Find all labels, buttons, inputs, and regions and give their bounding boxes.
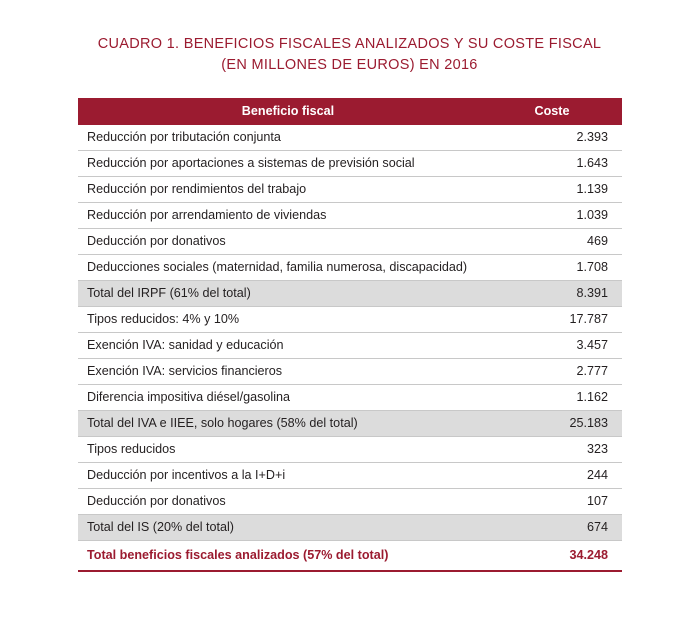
row-label: Tipos reducidos: 4% y 10% [78, 307, 488, 333]
row-value: 3.457 [488, 333, 622, 359]
table-row [78, 437, 622, 463]
row-value: 25.183 [488, 411, 622, 437]
row-label: Deducción por donativos [78, 229, 488, 255]
table-row [78, 177, 622, 203]
table-row [78, 463, 622, 489]
row-value: 2.393 [488, 125, 622, 151]
table-row-subtotal [78, 411, 622, 437]
table-row-subtotal [78, 281, 622, 307]
row-label: Reducción por aportaciones a sistemas de previsión social [78, 151, 488, 177]
column-header-concept: Beneficio fiscal [78, 98, 488, 125]
row-label: Deducciones sociales (maternidad, familia numerosa, discapacidad) [78, 255, 488, 281]
table-row [78, 333, 622, 359]
table-header [78, 98, 622, 125]
row-value: 1.162 [488, 385, 622, 411]
row-label: Diferencia impositiva diésel/gasolina [78, 385, 488, 411]
row-label: Exención IVA: sanidad y educación [78, 333, 488, 359]
row-value: 8.391 [488, 281, 622, 307]
row-value: 469 [488, 229, 622, 255]
table-row [78, 359, 622, 385]
table-row-grand-total [78, 541, 622, 571]
row-value: 1.039 [488, 203, 622, 229]
row-value: 1.643 [488, 151, 622, 177]
table-row [78, 307, 622, 333]
table-row [78, 203, 622, 229]
row-value: 2.777 [488, 359, 622, 385]
row-value: 674 [488, 515, 622, 541]
row-label: Exención IVA: servicios financieros [78, 359, 488, 385]
row-label: Total del IS (20% del total) [78, 515, 488, 541]
table-body [78, 125, 622, 570]
document-page [0, 34, 699, 620]
row-label: Tipos reducidos [78, 437, 488, 463]
table-row-subtotal [78, 515, 622, 541]
table-row [78, 229, 622, 255]
row-value: 107 [488, 489, 622, 515]
table-row [78, 489, 622, 515]
table-row [78, 255, 622, 281]
row-value: 34.248 [488, 541, 622, 571]
row-value: 244 [488, 463, 622, 489]
row-label: Total del IVA e IIEE, solo hogares (58% del total) [78, 411, 488, 437]
row-value: 17.787 [488, 307, 622, 333]
row-label: Reducción por tributación conjunta [78, 125, 488, 151]
row-label: Total beneficios fiscales analizados (57% del total) [78, 541, 488, 571]
row-value: 1.139 [488, 177, 622, 203]
fiscal-benefits-table [78, 98, 622, 570]
row-label: Deducción por donativos [78, 489, 488, 515]
row-value: 1.708 [488, 255, 622, 281]
row-label: Deducción por incentivos a la I+D+i [78, 463, 488, 489]
caption-number: CUADRO 1. [97, 36, 180, 52]
table-row [78, 151, 622, 177]
row-label: Total del IRPF (61% del total) [78, 281, 488, 307]
table-row [78, 125, 622, 151]
caption-title-line1: BENEFICIOS FISCALES ANALIZADOS Y SU COSTE FISCAL [183, 36, 602, 52]
caption-title-line2: (EN MILLONES DE EUROS) EN 2016 [221, 57, 478, 73]
row-label: Reducción por rendimientos del trabajo [78, 177, 488, 203]
fiscal-benefits-table-wrapper [78, 98, 622, 572]
table-row [78, 385, 622, 411]
row-label: Reducción por arrendamiento de viviendas [78, 203, 488, 229]
table-header-row [78, 98, 622, 125]
table-caption [44, 34, 655, 76]
row-value: 323 [488, 437, 622, 463]
column-header-cost: Coste [488, 98, 622, 125]
table-bottom-rule [78, 570, 622, 572]
